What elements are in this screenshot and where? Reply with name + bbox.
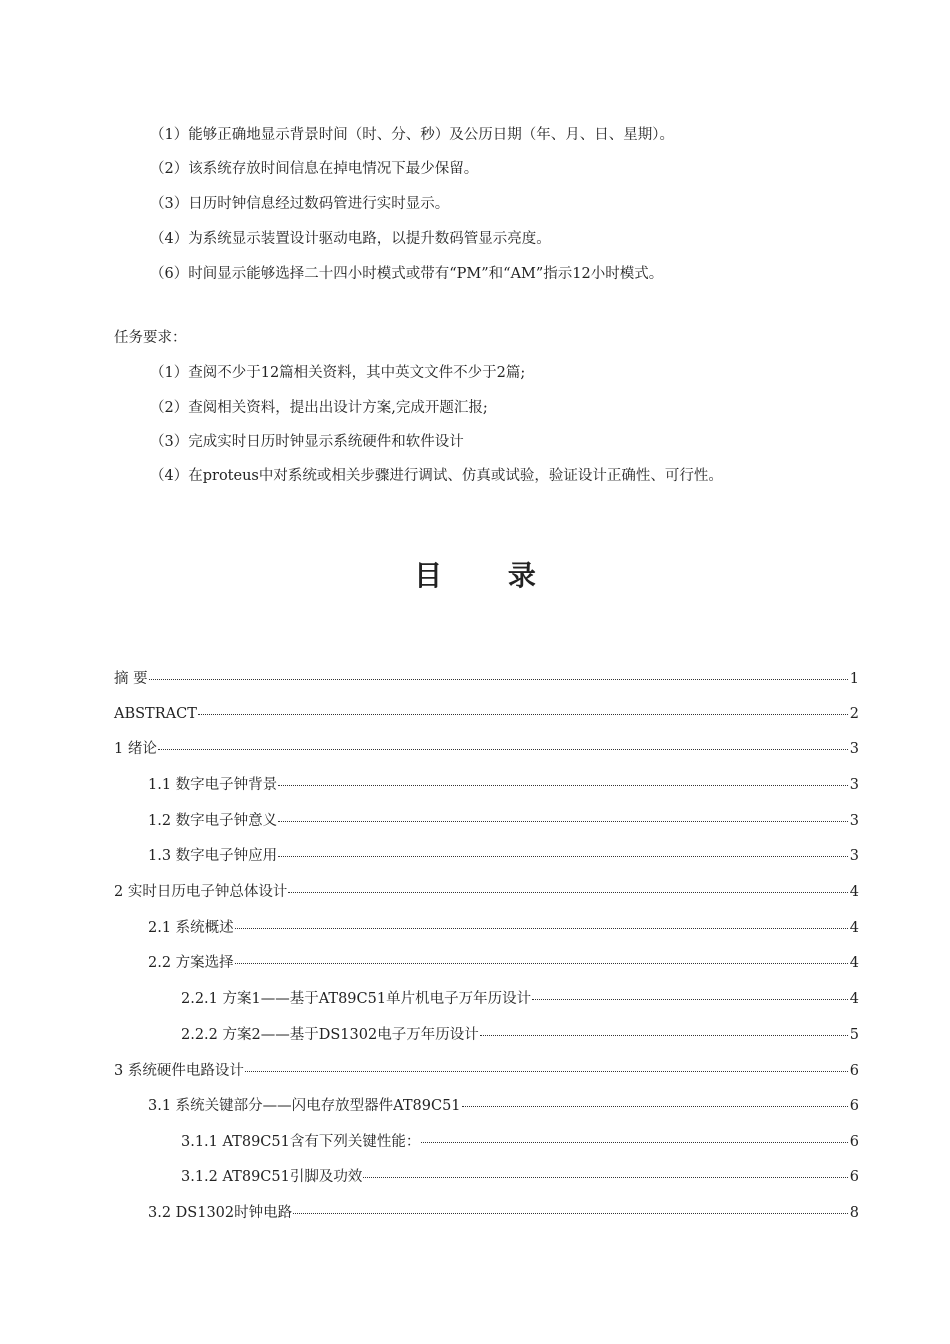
toc-entry[interactable] <box>148 1096 859 1116</box>
toc-entry-page: 8 <box>849 1205 859 1221</box>
toc-leader-dots <box>480 1035 848 1036</box>
toc-entry-page: 1 <box>849 671 859 687</box>
requirement-item: （1）能够正确地显示背景时间（时、分、秒）及公历日期（年、月、日、星期）。 <box>150 127 674 143</box>
toc-entry[interactable] <box>148 846 859 866</box>
toc-entry-label: 1.1 数字电子钟背景 <box>148 777 278 793</box>
toc-leader-dots <box>288 892 847 893</box>
task-item: （2）查阅相关资料，提出出设计方案,完成开题汇报; <box>150 400 488 416</box>
requirement-item: （2）该系统存放时间信息在掉电情况下最少保留。 <box>150 161 479 177</box>
toc-entry-page: 6 <box>849 1134 859 1150</box>
requirement-item: （4）为系统显示装置设计驱动电路，以提升数码管显示亮度。 <box>150 231 551 247</box>
toc-entry-label: 3 系统硬件电路设计 <box>114 1063 244 1079</box>
task-item: （1）查阅不少于12篇相关资料，其中英文文件不少于2篇; <box>150 365 526 381</box>
toc-leader-dots <box>293 1213 848 1214</box>
toc-entry[interactable] <box>148 953 859 973</box>
toc-leader-dots <box>245 1071 848 1072</box>
requirement-item: （6）时间显示能够选择二十四小时模式或带有“PM”和“AM”指示12小时模式。 <box>150 266 664 282</box>
toc-leader-dots <box>278 785 848 786</box>
task-item: （4）在proteus中对系统或相关步骤进行调试、仿真或试验，验证设计正确性、可行性。 <box>150 468 723 484</box>
toc-entry-label: 3.1.1 AT89C51含有下列关键性能： <box>181 1134 421 1150</box>
toc-entry-page: 4 <box>849 884 859 900</box>
toc-entry[interactable] <box>148 775 859 795</box>
toc-leader-dots <box>363 1177 847 1178</box>
toc-entry-label: 2.2.1 方案1——基于AT89C51单片机电子万年历设计 <box>181 991 532 1007</box>
toc-entry[interactable] <box>148 918 859 938</box>
toc-entry-label: 1.2 数字电子钟意义 <box>148 813 278 829</box>
toc-entry-page: 4 <box>849 991 859 1007</box>
toc-title: 目 录 <box>414 559 564 592</box>
toc-entry-label: 3.1.2 AT89C51引脚及功效 <box>181 1169 363 1185</box>
toc-entry-label: 摘 要 <box>114 671 148 687</box>
toc-entry-page: 3 <box>849 777 859 793</box>
toc-entry-page: 4 <box>849 920 859 936</box>
toc-entry[interactable] <box>181 1132 859 1152</box>
toc-entry-page: 6 <box>849 1098 859 1114</box>
toc-leader-dots <box>421 1142 847 1143</box>
task-title: 任务要求： <box>114 330 187 346</box>
toc-leader-dots <box>462 1106 848 1107</box>
toc-entry-page: 6 <box>849 1169 859 1185</box>
toc-entry-label: 3.1 系统关键部分——闪电存放型器件AT89C51 <box>148 1098 461 1114</box>
toc-entry-page: 5 <box>849 1027 859 1043</box>
toc-entry-page: 4 <box>849 955 859 971</box>
toc-entry[interactable] <box>114 739 859 759</box>
toc-entry-label: 2.2.2 方案2——基于DS1302电子万年历设计 <box>181 1027 479 1043</box>
toc-entry-label: 3.2 DS1302时钟电路 <box>148 1205 293 1221</box>
toc-entry[interactable] <box>181 989 859 1009</box>
toc-leader-dots <box>278 821 848 822</box>
toc-leader-dots <box>235 928 848 929</box>
toc-entry-label: 1 绪论 <box>114 741 157 757</box>
toc-leader-dots <box>235 963 848 964</box>
toc-entry-label: 2 实时日历电子钟总体设计 <box>114 884 288 900</box>
task-item: （3）完成实时日历时钟显示系统硬件和软件设计 <box>150 434 464 450</box>
requirement-item: （3）日历时钟信息经过数码管进行实时显示。 <box>150 196 450 212</box>
toc-entry[interactable] <box>114 704 859 724</box>
toc-entry-label: 2.2 方案选择 <box>148 955 234 971</box>
toc-entry[interactable] <box>114 669 859 689</box>
toc-entry[interactable] <box>181 1167 859 1187</box>
toc-entry[interactable] <box>114 1061 859 1081</box>
toc-leader-dots <box>278 856 848 857</box>
toc-leader-dots <box>198 714 848 715</box>
toc-entry-page: 3 <box>849 813 859 829</box>
toc-entry-label: ABSTRACT <box>114 706 197 722</box>
toc-entry-page: 2 <box>849 706 859 722</box>
toc-entry-label: 1.3 数字电子钟应用 <box>148 848 278 864</box>
toc-entry-label: 2.1 系统概述 <box>148 920 234 936</box>
toc-entry[interactable] <box>181 1025 859 1045</box>
toc-entry[interactable] <box>148 811 859 831</box>
toc-entry-page: 6 <box>849 1063 859 1079</box>
toc-leader-dots <box>158 749 848 750</box>
toc-entry-page: 3 <box>849 741 859 757</box>
toc-entry[interactable] <box>114 882 859 902</box>
toc-leader-dots <box>532 999 848 1000</box>
toc-leader-dots <box>149 679 848 680</box>
toc-entry[interactable] <box>148 1203 859 1223</box>
toc-entry-page: 3 <box>849 848 859 864</box>
